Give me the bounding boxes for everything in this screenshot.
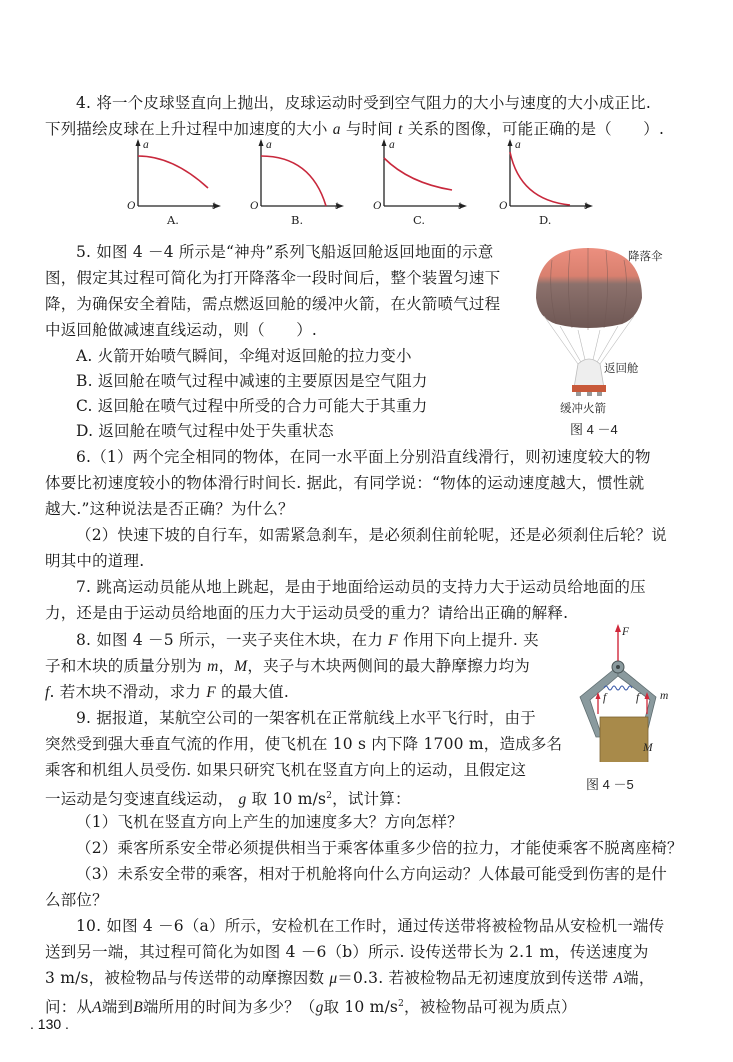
q7-line-1: 7. 跳高运动员能从地上跳起，是由于地面给运动员的支持力大于运动员给地面的压 [76, 578, 646, 596]
q6-line-2: 体要比初速度较小的物体滑行时间长. 据此，有同学说：“物体的运动速度越大，惯性就 [45, 474, 645, 492]
var-g: g [238, 791, 247, 809]
graph-d-xlabel: t [584, 200, 588, 212]
graph-c-ylabel: a [389, 139, 395, 151]
graph-d-origin: O [499, 200, 508, 212]
graph-c-caption: C. [413, 213, 426, 227]
friction-left-label: f [603, 692, 607, 704]
q9-text: 一运动是匀变速直线运动， [45, 790, 234, 809]
q8-text: 子和木块的质量分别为 [45, 657, 203, 675]
var-F: F [206, 684, 216, 701]
q4-text: 关系的图像，可能正确的是（ ）. [407, 120, 665, 138]
graph-c-xlabel: t [458, 200, 462, 212]
var-F: F [388, 632, 398, 649]
q5-line-1: 5. 如图 4 －4 所示是“神舟”系列飞船返回舱返回地面的示意 [76, 243, 494, 261]
q8-text: 作用下向上提升. 夹 [402, 631, 539, 649]
force-F-label: F [622, 626, 630, 638]
graph-b-xlabel: t [335, 200, 339, 212]
q9-line-3: 乘客和机组人员受伤. 如果只研究飞机在竖直方向上的运动，且假定这 [45, 761, 527, 779]
q10-text: 端， [623, 969, 655, 987]
graph-a-origin: O [127, 200, 136, 212]
q9-line-1: 9. 据报道，某航空公司的一架客机在正常航线上水平飞行时，由于 [76, 709, 536, 727]
clamp-block-illustration [568, 622, 688, 762]
parachute-figure [530, 240, 650, 400]
q10-line-2: 送到另一端，其过程可简化为如图 4 －6（b）所示. 设传送带长为 2.1 m，传送速度为 [45, 943, 649, 961]
q8-text: 8. 如图 4 －5 所示，一夹子夹住木块，在力 [76, 631, 384, 649]
q8-text: ，夹子与木块两侧间的最大静摩擦力均为 [247, 657, 530, 675]
q6-line-3: 越大.”这种说法是否正确？为什么？ [45, 500, 294, 518]
friction-right-label: f [636, 692, 640, 704]
var-a: a [332, 121, 341, 138]
q5-option-d: D. 返回舱在喷气过程中处于失重状态 [76, 422, 334, 440]
graph-c-origin: O [373, 200, 382, 212]
q9-sub-1: （1）飞机在竖直方向上产生的加速度多大？方向怎样？ [76, 813, 463, 831]
graph-a-caption: A. [167, 213, 179, 227]
clamp-mass-label: m [660, 690, 669, 702]
q10-text: ，被检物品可视为质点） [404, 998, 577, 1017]
q9-sub-3-cont: 么部位？ [45, 891, 108, 909]
graph-d-caption: D. [539, 213, 552, 227]
q10-text: 端所用的时间为多少？（ [142, 998, 316, 1017]
var-m: m [207, 658, 219, 675]
q10-text: 取 10 m/s [323, 998, 399, 1017]
q5-line-2: 图，假定其过程可简化为打开降落伞一段时间后，整个装置匀速下 [45, 269, 501, 287]
parachute-capsule-illustration [530, 240, 650, 400]
q6-line-5: 明其中的道理. [45, 552, 145, 570]
block-mass-label: M [643, 742, 653, 754]
q5-line-4: 中返回舱做减速直线运动，则（ ）. [45, 321, 318, 339]
q5-option-b: B. 返回舱在喷气过程中减速的主要原因是空气阻力 [76, 372, 428, 390]
graph-a-xlabel: t [212, 200, 216, 212]
var-mu: μ [329, 970, 338, 987]
q10-text: 问：从 [45, 998, 93, 1017]
q9-text: 取 10 m/s [251, 790, 327, 809]
q7-line-2: 力，还是由于运动员给地面的压力大于运动员受的重力？请给出正确的解释. [45, 604, 569, 622]
var-A: A [92, 999, 102, 1017]
q8-line-2 [45, 656, 530, 677]
var-M: M [234, 658, 248, 675]
q9-sub-2: （2）乘客所系安全带必须提供相当于乘客体重多少倍的拉力，才能使乘客不脱离座椅？ [76, 839, 683, 857]
graph-b-caption: B. [291, 213, 304, 227]
q8-text: ， [218, 657, 235, 675]
q4-text: 下列描绘皮球在上升过程中加速度的大小 [45, 120, 328, 138]
q6-line-4: （2）快速下坡的自行车，如需紧急刹车，是必须刹住前轮呢，还是必须刹住后轮？说 [76, 526, 667, 544]
rocket-label: 缓冲火箭 [560, 401, 606, 415]
graph-d-ylabel: a [515, 139, 521, 151]
var-g: g [315, 999, 324, 1017]
figure-4-5-caption: 图 4 －5 [586, 777, 634, 792]
q9-line-4 [45, 786, 411, 810]
q5-line-3: 降，为确保安全着陆，需点燃返回舱的缓冲火箭，在火箭喷气过程 [45, 295, 501, 313]
var-t: t [398, 121, 403, 138]
q10-text: ＝0.3. 若被检物品无初速度放到传送带 [337, 969, 609, 987]
q8-line-1 [76, 630, 539, 651]
q4-line-1: 4. 将一个皮球竖直向上抛出，皮球运动时受到空气阻力的大小与速度的大小成正比. [76, 94, 651, 112]
q10-line-3 [45, 968, 655, 989]
q8-text: . 若木块不滑动，求力 [49, 683, 202, 701]
q8-text: 的最大值. [221, 683, 289, 701]
q8-line-3 [45, 682, 289, 703]
q10-line-1: 10. 如图 4 －6（a）所示，安检机在工作时，通过传送带将被检物品从安检机一端传 [76, 917, 665, 935]
parachute-label: 降落伞 [628, 249, 663, 263]
q5-option-a: A. 火箭开始喷气瞬间，伞绳对返回舱的拉力变小 [76, 347, 412, 365]
clamp-figure [568, 622, 688, 762]
q9-line-2: 突然受到强大垂直气流的作用，使飞机在 10 s 内下降 1700 m，造成多名 [45, 735, 563, 753]
capsule-label: 返回舱 [604, 361, 639, 375]
graph-a-ylabel: a [143, 139, 149, 151]
graph-b-ylabel: a [266, 139, 272, 151]
q10-text: 端到 [101, 998, 134, 1017]
q5-option-c: C. 返回舱在喷气过程中所受的合力可能大于其重力 [76, 397, 428, 415]
superscript: 2 [326, 791, 333, 801]
q9-sub-3: （3）未系安全带的乘客，相对于机舱将向什么方向运动？人体最可能受到伤害的是什 [76, 865, 667, 883]
q10-line-4 [45, 994, 577, 1018]
q4-text: 与时间 [345, 120, 393, 138]
graph-b-origin: O [250, 200, 259, 212]
superscript: 2 [398, 999, 405, 1009]
q9-text: ，试计算： [332, 790, 411, 809]
q10-text: 3 m/s，被检物品与传送带的动摩擦因数 [45, 969, 325, 987]
page-number: . 130 . [30, 1016, 69, 1032]
var-B: B [133, 999, 143, 1017]
q6-line-1: 6.（1）两个完全相同的物体，在同一水平面上分别沿直线滑行，则初速度较大的物 [76, 448, 651, 466]
figure-4-4-caption: 图 4 －4 [570, 422, 618, 437]
q4-line-2 [45, 119, 664, 140]
var-A: A [613, 970, 624, 987]
var-f: f [45, 684, 50, 701]
